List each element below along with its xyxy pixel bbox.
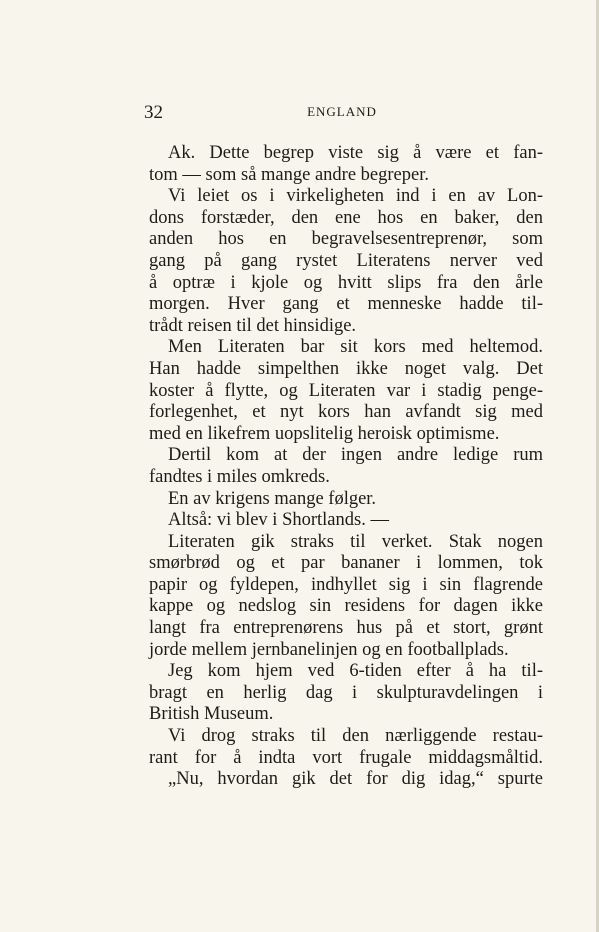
text-line: Dertil kom at der ingen andre ledige rum	[168, 445, 543, 466]
text-line: Men Literaten bar sit kors med heltemod.	[168, 337, 543, 358]
text-line: trådt reisen til det hinsidige.	[149, 315, 357, 336]
text-line: Ak. Dette begrep viste sig å være et fan-	[168, 143, 543, 163]
text-line: med en likefrem uopslitelig heroisk optimisme.	[149, 423, 500, 444]
text-line: Vi leiet os i virkeligheten ind i en av Lon-	[168, 186, 543, 207]
text-line: bragt en herlig dag i skulpturavdelingen i	[149, 682, 543, 703]
text-line: anden hos en begravelsesentreprenør, som	[149, 229, 543, 250]
text-line: å optræ i kjole og hvitt slips fra den årle	[149, 272, 543, 293]
text-line: gang på gang rystet Literatens nerver ved	[149, 250, 543, 271]
text-line: smørbrød og et par bananer i lommen, tok	[149, 553, 543, 574]
text-line: Literaten gik straks til verket. Stak nogen	[168, 531, 543, 552]
text-line: dons forstæder, den ene hos en baker, den	[149, 207, 543, 228]
text-line: Vi drog straks til den nærliggende restau-	[168, 726, 543, 747]
text-line: Altså: vi blev i Shortlands. —	[168, 510, 389, 531]
text-line: fandtes i miles omkreds.	[149, 466, 330, 487]
text-line: Han hadde simpelthen ikke noget valg. Det	[149, 358, 543, 379]
text-line: British Museum.	[149, 704, 274, 725]
text-line: forlegenhet, et nyt kors han avfandt sig med	[149, 402, 543, 423]
text-line: jorde mellem jernbanelinjen og en footballplads.	[149, 639, 509, 660]
body-text	[149, 143, 543, 791]
text-line: „Nu, hvordan gik det for dig idag,“ spurte	[168, 769, 543, 790]
text-line: kappe og nedslog sin residens for dagen ikke	[149, 596, 543, 617]
text-line: koster å flytte, og Literaten var i stadig penge-	[149, 380, 543, 401]
page-number: 32	[144, 102, 163, 123]
text-line: En av krigens mange følger.	[168, 488, 377, 509]
text-line: Jeg kom hjem ved 6-tiden efter å ha til-	[168, 661, 543, 682]
text-line: tom — som så mange andre begreper.	[149, 164, 429, 185]
text-line: langt fra entreprenørens hus på et stort, grønt	[149, 618, 543, 639]
text-line: rant for å indta vort frugale middagsmåltid.	[149, 747, 543, 768]
running-title: ENGLAND	[307, 104, 377, 119]
text-line: morgen. Hver gang et menneske hadde til-	[149, 294, 543, 315]
text-line: papir og fyldepen, indhyllet sig i sin flagrende	[149, 574, 543, 595]
